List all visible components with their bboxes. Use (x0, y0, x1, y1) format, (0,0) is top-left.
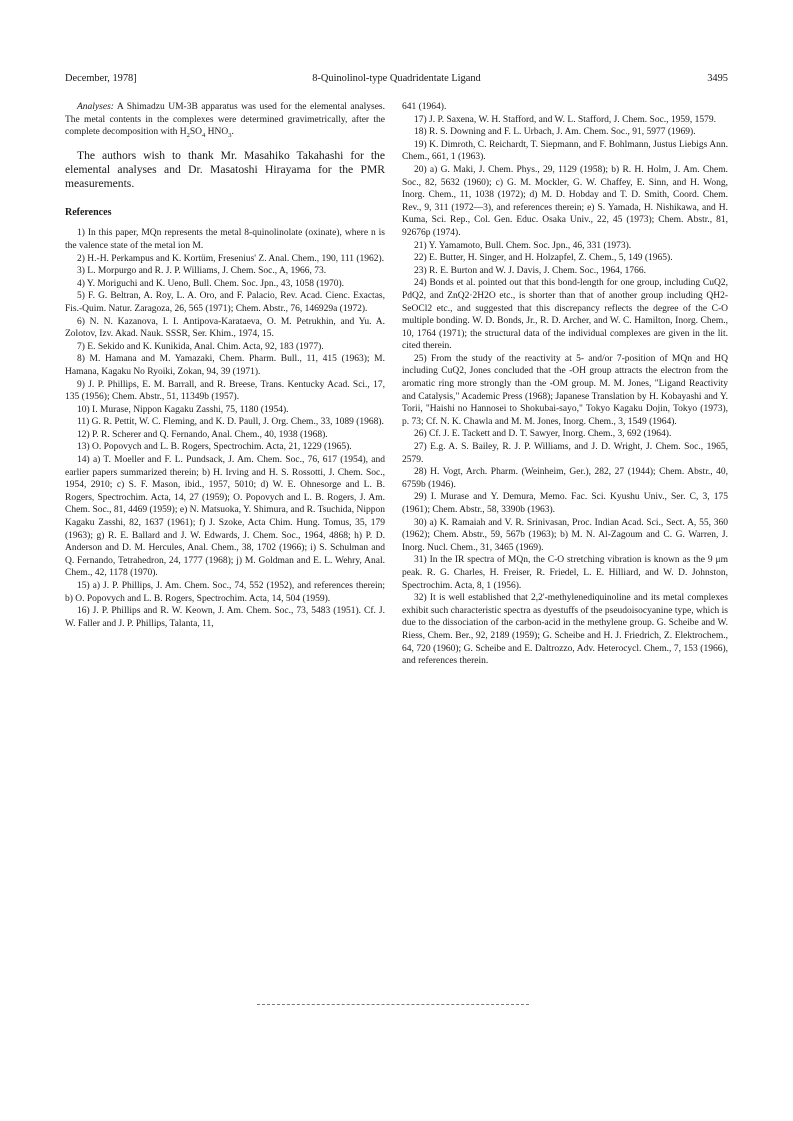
analyses-sub2: 4 (202, 132, 206, 140)
reference-item: 1) In this paper, MQn represents the metal 8-quinolinolate (oxinate), where n is the valence state of the metal ion M. (65, 228, 385, 251)
reference-item: 11) G. R. Pettit, W. C. Fleming, and K. D. Paull, J. Org. Chem., 33, 1089 (1968). (77, 417, 384, 428)
left-reference-list (65, 227, 385, 630)
analyses-paragraph (65, 101, 385, 139)
reference-item: 24) Bonds et al. pointed out that this bond-length for one group, including CuQ2, PdQ2, and ZnQ2·2H2O etc., is shorter than that of another group including QH2-SeOCl2 etc., and suggested that this discrepancy reflects the degree of the C-O multiple bonding. W. D. Bonds, Jr., R. D. Archer, and W. C. Hamilton, Inorg. Chem., 10, 1764 (1971); the structural data of the individual complexes are given in the lit. cited therein. (402, 278, 728, 352)
acknowledgement: The authors wish to thank Mr. Masahiko Takahashi for the elemental analyses and Dr. Masatoshi Hirayama for the PMR measurements. (65, 148, 385, 190)
reference-item: 20) a) G. Maki, J. Chem. Phys., 29, 1129 (1958); b) R. H. Holm, J. Am. Chem. Soc., 82, 5632 (1960); c) G. M. Mockler, G. W. Chaffey, E. Sinn, and H. Wong, Inorg. Chem., 11, 1038 (1972); d) M. D. Hobday and T. D. Smith, Coord. Chem. Rev., 9, 311 (1972—3), and references therein; e) S. Yamada, H. Nishikawa, and H. Kuma, Sci. Rep., Col. Gen. Educ. Osaka Univ., 22, 45 (1973); Chem. Abstr., 81, 92676p (1974). (402, 164, 728, 238)
right-column (402, 101, 728, 668)
end-rule (257, 1004, 529, 1005)
reference-item: 7) E. Sekido and K. Kunikida, Anal. Chim. Acta, 92, 183 (1977). (77, 341, 324, 352)
reference-item: 9) J. P. Phillips, E. M. Barrall, and R. Breese, Trans. Kentucky Acad. Sci., 17, 135 (1956); Chem. Abstr., 51, 11349b (1957). (65, 379, 385, 403)
references-heading: References (65, 206, 112, 218)
reference-item: 31) In the IR spectra of MQn, the C-O stretching vibration is known as the 9 μm peak. R. G. Charles, H. Freiser, R. Friedel, L. E. Hilliard, and W. D. Johnston, Spectrochim. Acta, 8, 1 (1956). (402, 555, 728, 591)
reference-item: 6) N. N. Kazanova, I. I. Antipova-Karataeva, O. M. Petrukhin, and Yu. A. Zolotov, Izv. Akad. Nauk. SSSR, Ser. Khim., 1974, 15. (65, 316, 385, 340)
reference-item: 18) R. S. Downing and F. L. Urbach, J. Am. Chem. Soc., 91, 5977 (1969). (414, 127, 696, 138)
reference-item: 32) It is well established that 2,2'-methylenediquinoline and its metal complexes exhibit such characteristic spectra as dyestuffs of the pseudoisocyanine type, which is due to the dissociation of the carbon-acid in the methylene group. G. Scheibe and W. Riess, Chem. Ber., 92, 2189 (1959); G. Scheibe and H. J. Friedrich, Z. Elektrochem., 64, 720 (1960); G. Scheibe and E. Daltrozzo, Adv. Heterocycl. Chem., 7, 153 (1966), and references therein. (402, 593, 728, 667)
analyses-tail: . (231, 127, 234, 138)
reference-item: 28) H. Vogt, Arch. Pharm. (Weinheim, Ger.), 282, 27 (1944); Chem. Abstr., 40, 6759b (1946). (402, 467, 728, 490)
reference-item: 4) Y. Moriguchi and K. Ueno, Bull. Chem. Soc. Jpn., 43, 1058 (1970). (77, 278, 345, 289)
analyses-label: Analyses: (77, 102, 114, 112)
reference-item: 23) R. E. Burton and W. J. Davis, J. Chem. Soc., 1964, 1766. (414, 265, 646, 276)
reference-item: 21) Y. Yamamoto, Bull. Chem. Soc. Jpn., 46, 331 (1973). (414, 240, 632, 251)
header-date: December, 1978] (65, 73, 137, 84)
reference-item: 16) J. P. Phillips and R. W. Keown, J. Am. Chem. Soc., 73, 5483 (1951). Cf. J. W. Faller and J. P. Phillips, Talanta, 11, (65, 606, 385, 629)
page-number: 3495 (707, 73, 728, 84)
reference-item: 3) L. Morpurgo and R. J. P. Williams, J. Chem. Soc., A, 1966, 73. (77, 266, 327, 277)
right-reference-list (402, 101, 728, 668)
reference-item: 15) a) J. P. Phillips, J. Am. Chem. Soc., 74, 552 (1952), and references therein; b) O. Popovych and L. B. Rogers, Spectrochim. Acta, 14, 504 (1959). (65, 581, 385, 604)
reference-item: 641 (1964). (402, 102, 447, 112)
reference-item: 29) I. Murase and Y. Demura, Memo. Fac. Sci. Kyushu Univ., Ser. C, 3, 175 (1961); Chem. Abstr., 58, 3390b (1963). (402, 492, 728, 515)
reference-item: 14) a) T. Moeller and F. L. Pundsack, J. Am. Chem. Soc., 76, 617 (1954), and earlier papers summarized therein; b) H. Irving and H. S. Rossotti, J. Chem. Soc., 1954, 2910; c) S. F. Mason, ibid., 1957, 5010; d) W. E. Ohnesorge and L. B. Rogers, Spectrochim. Acta, 14, 27 (1959); O. Popovych and L. B. Rogers, J. Am. Chem. Soc., 81, 4469 (1959); e) N. Matsuoka, Y. Shimura, and R. Tsuchida, Nippon Kagaku Zasshi, 82, 1637 (1961); f) J. Szoke, Acta Chim. Hung. Tomus, 35, 179 (1963); g) R. E. Ballard and J. W. Edwards, J. Chem. Soc., 1964, 4868; h) P. D. Anderson and D. M. Hercules, Anal. Chem., 38, 1702 (1966); i) S. Schulman and Q. Fernando, Tetrahedron, 24, 1777 (1968); j) M. Goldman and E. L. Wehry, Anal. Chem., 42, 1178 (1970). (65, 455, 385, 579)
reference-item: 2) H.-H. Perkampus and K. Kortüm, Fresenius' Z. Anal. Chem., 190, 111 (1962). (77, 253, 385, 264)
reference-item: 5) F. G. Beltran, A. Roy, L. A. Oro, and F. Palacio, Rev. Acad. Cienc. Exactas, Fis.-Quim. Natur. Zaragoza, 26, 565 (1971); Chem. Abstr., 76, 146929a (1972). (65, 291, 385, 314)
reference-item: 13) O. Popovych and L. B. Rogers, Spectrochim. Acta, 21, 1229 (1965). (77, 442, 352, 453)
analyses-mid: SO (189, 127, 203, 138)
reference-item: 8) M. Hamana and M. Yamazaki, Chem. Pharm. Bull., 11, 415 (1963); M. Hamana, Kagaku No Ryoiki, Zokan, 94, 39 (1971). (65, 354, 385, 377)
reference-item: 22) E. Butter, H. Singer, and H. Holzapfel, Z. Chem., 5, 149 (1965). (414, 253, 673, 264)
reference-item: 27) E.g. A. S. Bailey, R. J. P. Williams, and J. D. Wright, J. Chem. Soc., 1965, 2579. (402, 442, 728, 465)
reference-item: 17) J. P. Saxena, W. H. Stafford, and W. L. Stafford, J. Chem. Soc., 1959, 1579. (414, 114, 717, 125)
analyses-end: HNO (205, 127, 229, 138)
reference-item: 19) K. Dimroth, C. Reichardt, T. Siepmann, and F. Bohlmann, Justus Liebigs Ann. Chem., 661, 1 (1963). (402, 139, 728, 163)
reference-item: 10) I. Murase, Nippon Kagaku Zasshi, 75, 1180 (1954). (77, 404, 289, 415)
reference-item: 26) Cf. J. E. Tackett and D. T. Sawyer, Inorg. Chem., 3, 692 (1964). (414, 429, 672, 440)
analyses-text: A Shimadzu UM-3B apparatus was used for the elemental analyses. The metal contents in the complexes were determined gravimetrically, after the complete decomposition with H (65, 102, 385, 138)
running-header (65, 72, 728, 86)
reference-item: 12) P. R. Scherer and Q. Fernando, Anal. Chem., 40, 1938 (1968). (77, 429, 328, 440)
reference-item: 25) From the study of the reactivity at 5- and/or 7-position of MQn and HQ including CuQ2, Jones concluded that the -OH group attracts the electron from the aromatic ring more strongly than the -OM group. M. M. Jones, "Ligand Reactivity and Catalysis," Academic Press (1968); Japanese Translation by H. Kobayashi and Y. Torii, "Haishi no Hannosei to Shokubai-sayo," Tokyo Kagaku Dojin, Tokyo (1973), p. 73; Cf. N. K. Chawla and M. M. Jones, Inorg. Chem., 3, 1549 (1964). (402, 353, 728, 427)
analyses-sub3: 3 (228, 132, 232, 140)
header-title: 8-Quinolinol-type Quadridentate Ligand (312, 73, 481, 84)
left-column (65, 101, 385, 630)
analyses-sub1: 2 (186, 132, 190, 140)
reference-item: 30) a) K. Ramaiah and V. R. Srinivasan, Proc. Indian Acad. Sci., Sect. A, 55, 360 (1962); Chem. Abstr., 59, 567b (1963); b) M. N. Al-Zagoum and C. G. Warren, J. Inorg. Nucl. Chem., 31, 3465 (1969). (402, 517, 728, 553)
